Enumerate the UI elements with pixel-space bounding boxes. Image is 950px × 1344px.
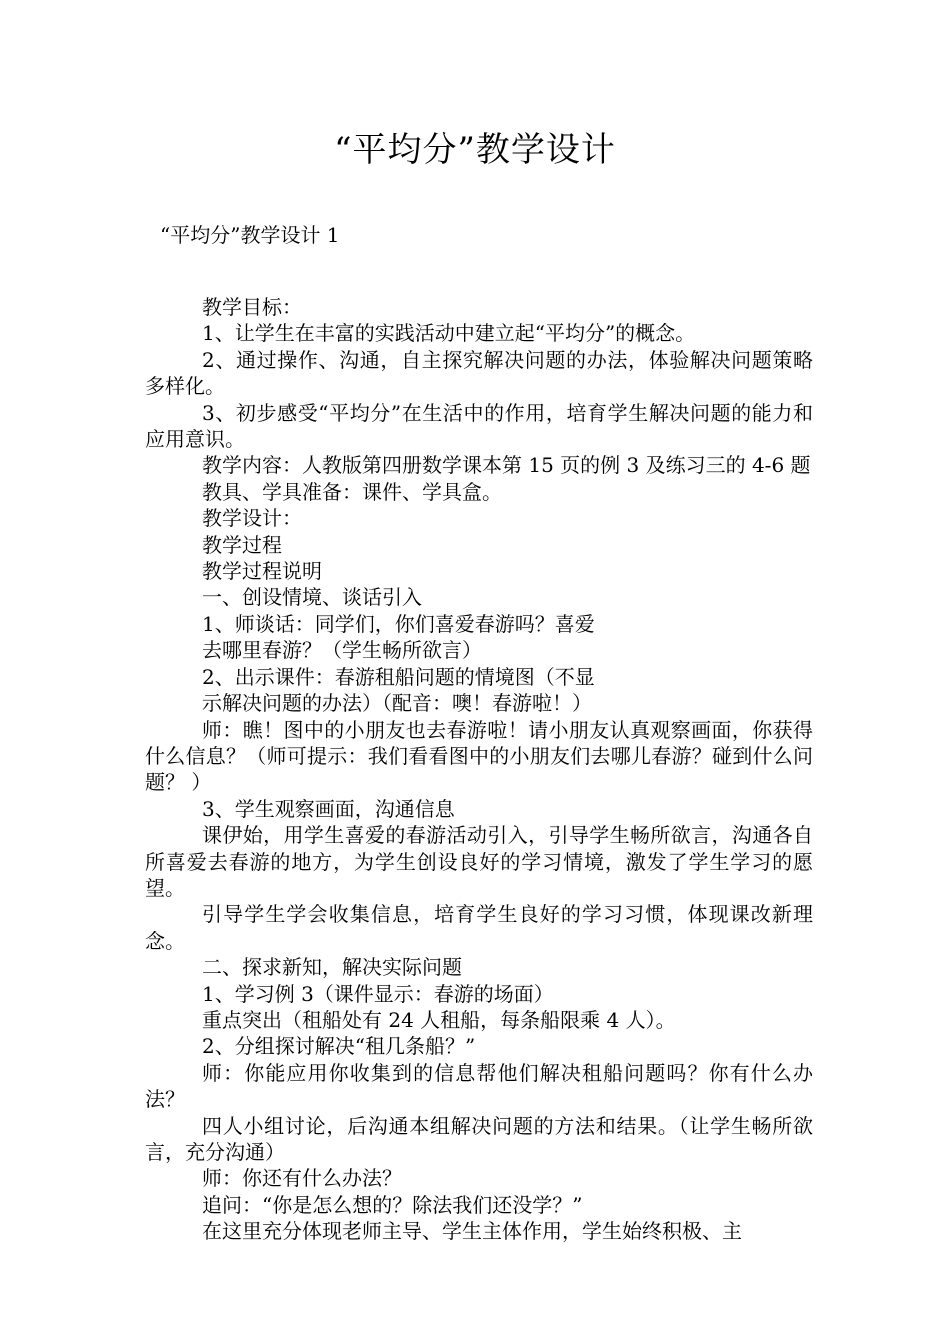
document-body (145, 294, 813, 1245)
paragraph: 二、探求新知，解决实际问题 (202, 955, 462, 980)
paragraph: 四人小组讨论，后沟通本组解决问题的方法和结果。（让学生畅所欲言，充分沟通） (145, 1113, 813, 1164)
paragraph: 1、师谈话：同学们，你们喜爱春游吗？喜爱 (202, 611, 595, 636)
paragraph: 师：你还有什么办法？ (202, 1166, 402, 1191)
paragraph: 2、分组探讨解决“租几条船？” (202, 1034, 476, 1059)
paragraph: 追问：“你是怎么想的？除法我们还没学？” (202, 1192, 583, 1217)
paragraph: 师：你能应用你收集到的信息帮他们解决租船问题吗？你有什么办法？ (145, 1060, 813, 1112)
document-title: “平均分”教学设计 (334, 130, 616, 170)
paragraph: 2、通过操作、沟通，自主探究解决问题的办法，体验解决问题策略多样化。 (145, 347, 813, 399)
paragraph: 教具、学具准备：课件、学具盒。 (202, 479, 502, 504)
paragraph: 去哪里春游？（学生畅所欲言） (202, 638, 482, 663)
paragraph: 教学目标： (202, 295, 302, 319)
paragraph: 教学设计： (202, 506, 302, 531)
paragraph: 3、学生观察画面，沟通信息 (202, 796, 455, 821)
paragraph: 课伊始，用学生喜爱的春游活动引入，引导学生畅所欲言，沟通各自所喜爱去春游的地方，为学生创设良好的学习情境，激发了学生学习的愿望。 (145, 823, 813, 900)
paragraph: 重点突出（租船处有 24 人租船，每条船限乘 4 人）。 (202, 1007, 676, 1032)
paragraph: 师：瞧！图中的小朋友也去春游啦！请小朋友认真观察画面，你获得什么信息？（师可提示：我们看看图中的小朋友们去哪儿春游？碰到什么问题？ ） (145, 717, 813, 795)
document-subtitle: “平均分”教学设计 1 (160, 223, 340, 247)
paragraph: 在这里充分体现老师主导、学生主体作用，学生始终积极、主 (202, 1219, 742, 1244)
paragraph: 一、创设情境、谈话引入 (202, 585, 422, 610)
paragraph: 2、出示课件：春游租船问题的情境图（不显 (202, 664, 595, 689)
paragraph: 示解决问题的办法）（配音：噢！春游啦！） (202, 691, 592, 716)
paragraph: 引导学生学会收集信息，培育学生良好的学习习惯，体现课改新理念。 (145, 902, 813, 953)
paragraph: 1、让学生在丰富的实践活动中建立起“平均分”的概念。 (202, 321, 696, 346)
paragraph: 3、初步感受“平均分”在生活中的作用，培育学生解决问题的能力和应用意识。 (145, 400, 813, 452)
paragraph: 教学过程说明 (202, 559, 322, 584)
paragraph: 1、学习例 3（课件显示：春游的场面） (202, 981, 554, 1006)
paragraph: 教学内容：人教版第四册数学课本第 15 页的例 3 及练习三的 4-6 题 (202, 453, 811, 478)
paragraph: 教学过程 (202, 532, 282, 557)
